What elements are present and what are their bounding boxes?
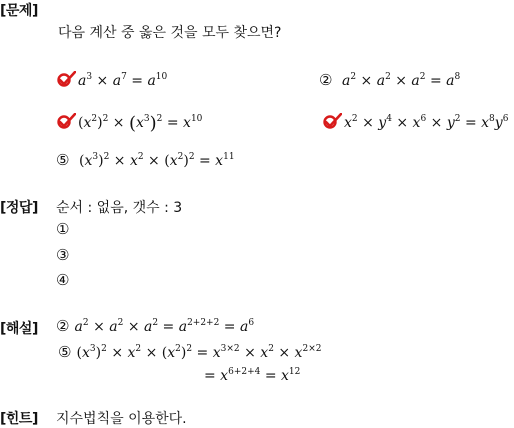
choice-2-mark: ② — [319, 71, 333, 89]
choice-2 — [319, 70, 460, 89]
explanation-tag: [해설] — [0, 321, 38, 337]
answer-summary: 순서 : 없음, 갯수 : 3 — [56, 200, 183, 216]
choice-4-expr: $x^2 \times y^4 \times x^6 \times y^2 = x^8y^6$ — [344, 114, 509, 131]
explanation-line-2: ⑤ $(x^3)^2 \times x^2 \times (x^2)^2 = x^{3\times 2} \times x^2 \times x^{2\times 2}$ — [58, 343, 322, 361]
answer-item: ① — [56, 220, 70, 238]
hint-tag: [힌트] — [0, 411, 38, 427]
choice-3 — [56, 112, 202, 134]
choice-5 — [56, 150, 235, 169]
answer-tag: [정답] — [0, 200, 38, 216]
choice-4 — [322, 112, 508, 131]
choice-5-expr: $(x^3)^2 \times x^2 \times (x^2)^2 = x^{11}$ — [79, 152, 235, 169]
check-icon — [56, 71, 76, 87]
check-icon — [322, 113, 342, 129]
explanation-line-3: = $x^{6+2+4} = x^{12}$ — [204, 367, 301, 384]
answer-item: ④ — [56, 271, 70, 289]
choice-5-mark: ⑤ — [56, 151, 70, 169]
hint-text: 지수법칙을 이용한다. — [56, 411, 187, 427]
explanation-line-1: ② $a^2 \times a^2 \times a^2 = a^{2+2+2} = a^6$ — [56, 317, 255, 335]
problem-question: 다음 계산 중 옳은 것을 모두 찾으면? — [58, 25, 282, 41]
check-icon — [56, 113, 76, 129]
explanation-line-1-mark: ② — [56, 317, 70, 335]
choice-3-expr: $(x^2)^2 \times (x^3)^2 = x^{10}$ — [78, 113, 203, 134]
choice-2-expr: $a^2 \times a^2 \times a^2 = a^8$ — [337, 72, 461, 89]
choice-1-expr: $a^3 \times a^7 = a^{10}$ — [78, 72, 168, 89]
choice-1 — [56, 70, 167, 89]
answer-item: ③ — [56, 246, 70, 264]
explanation-line-2-mark: ⑤ — [58, 343, 72, 361]
problem-tag: [문제] — [0, 3, 38, 19]
